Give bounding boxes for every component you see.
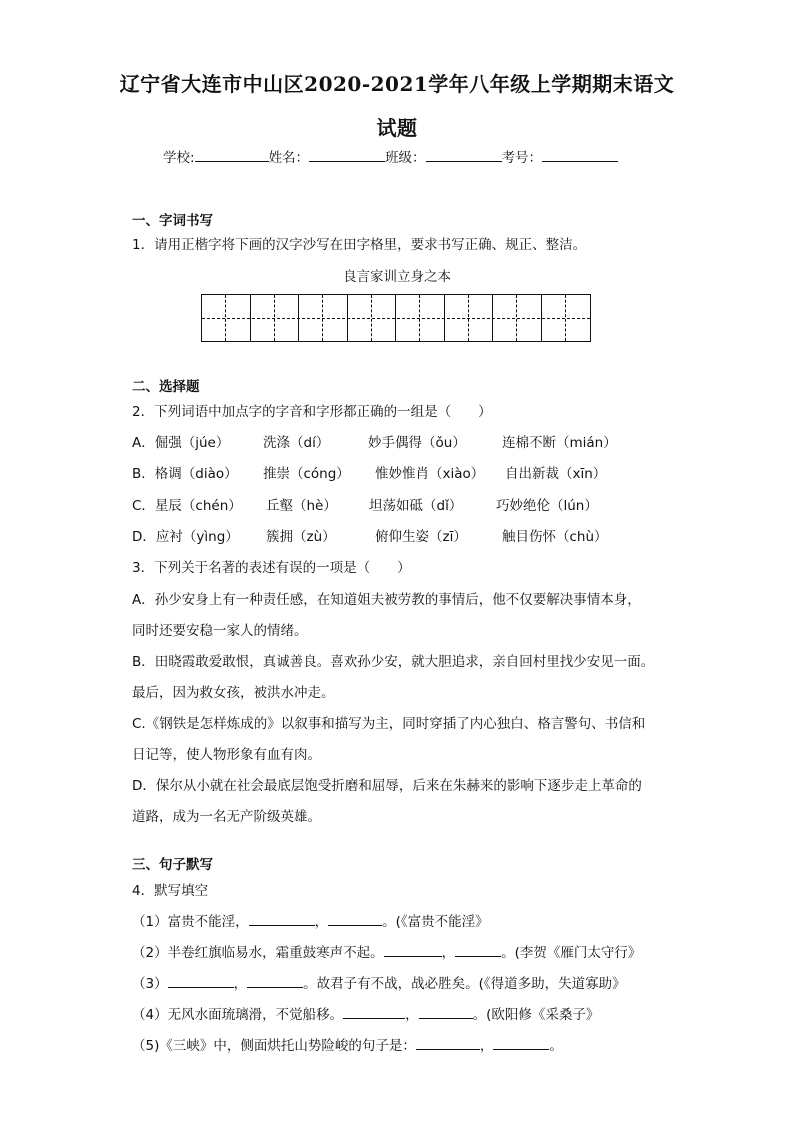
question-3-option-c-line1[interactable]: C.《钢铁是怎样炼成的》以叙事和描写为主，同时穿插了内心独白、格言警句、书信和 (132, 716, 646, 732)
grid-cell (372, 295, 396, 341)
question-4-stem: 4．默写填空 (132, 883, 209, 899)
option-c-1[interactable]: C．星辰（chén） (132, 498, 242, 514)
question-1: 1．请用正楷字将下画的汉字沙写在田字格里，要求书写正确、规正、整洁。 (132, 237, 587, 253)
option-d-4: 触目伤怀（chù） (502, 529, 608, 545)
option-a-3: 妙手偶得（ǒu） (368, 435, 466, 451)
dictation-item-5 (132, 1034, 563, 1054)
dictation-text: （4）无风水面琉璃滑，不觉船移。 (132, 1007, 344, 1023)
option-d-2: 簇拥（zù） (266, 529, 336, 545)
dictation-text: ， (314, 914, 329, 930)
answer-blank[interactable] (493, 1035, 549, 1050)
answer-blank[interactable] (247, 973, 303, 988)
section-heading-1: 一、字词书写 (132, 213, 213, 229)
dictation-text: ， (479, 1038, 494, 1054)
grid-cell (469, 295, 493, 341)
question-3-option-d-line2: 道路，成为一名无产阶级英雄。 (132, 809, 321, 825)
option-c-4: 巧妙绝伦（lún） (496, 498, 598, 514)
answer-blank[interactable] (168, 973, 234, 988)
tianzige-grid[interactable] (201, 294, 591, 342)
option-d-1[interactable]: D．应衬（yìng） (132, 529, 239, 545)
dictation-item-1 (132, 910, 489, 930)
grid-cell (202, 295, 226, 341)
question-3-option-c-line2: 日记等，使人物形象有血有肉。 (132, 747, 321, 763)
option-b-2: 推崇（cóng） (263, 466, 350, 482)
dictation-text: 。 (549, 1038, 563, 1054)
answer-blank[interactable] (343, 1004, 405, 1019)
dictation-text: （2）半卷红旗临易水，霜重鼓寒声不起。 (132, 945, 384, 961)
question-3-option-a-line1[interactable]: A．孙少安身上有一种责任感，在知道姐夫被劳教的事情后，他不仅要解决事情本身， (132, 592, 641, 608)
question-3-option-d-line1[interactable]: D．保尔从小就在社会最底层饱受折磨和屈辱，后来在朱赫来的影响下逐步走上革命的 (132, 778, 642, 794)
document-title-line1: 辽宁省大连市中山区2020-2021学年八年级上学期期末语文 (119, 72, 675, 96)
section-heading-3: 三、句子默写 (132, 857, 213, 873)
question-3-option-a-line2: 同时还要安稳一家人的情绪。 (132, 623, 308, 639)
option-b-3: 惟妙惟肖（xiào） (375, 466, 485, 482)
student-info-row (163, 146, 618, 166)
grid-cell (348, 295, 372, 341)
phrase-to-copy: 良言家训立身之本 (343, 269, 451, 285)
grid-cell (299, 295, 323, 341)
document-title-line2: 试题 (376, 116, 418, 140)
option-a-2: 洗涤（dí） (263, 435, 330, 451)
option-d-3: 俯仰生姿（zī） (375, 529, 467, 545)
option-c-2: 丘壑（hè） (266, 498, 337, 514)
option-b-1[interactable]: B．格调（diào） (132, 466, 238, 482)
answer-blank[interactable] (328, 911, 382, 926)
dictation-source: 。故君子有不战，战必胜矣。(《得道多助，失道寡助》 (303, 976, 626, 992)
dictation-source: 。(欧阳修《采桑子》 (472, 1007, 600, 1023)
grid-cell (493, 295, 517, 341)
question-2-stem: 2．下列词语中加点字的字音和字形都正确的一组是（ ） (132, 404, 492, 420)
dictation-item-4 (132, 1003, 599, 1023)
answer-blank[interactable] (249, 911, 315, 926)
option-c-3: 坦荡如砥（dǐ） (369, 498, 463, 514)
answer-blank[interactable] (419, 1004, 473, 1019)
answer-blank[interactable] (455, 942, 501, 957)
dictation-text: ， (441, 945, 456, 961)
dictation-text: （5)《三峡》中，侧面烘托山势险峻的句子是： (132, 1038, 416, 1054)
option-a-1[interactable]: A．倔强（júe） (132, 435, 230, 451)
dictation-source: 。(李贺《雁门太守行》 (501, 945, 642, 961)
dictation-source: 。(《富贵不能淫》 (382, 914, 489, 930)
grid-cell (396, 295, 420, 341)
grid-cell (517, 295, 541, 341)
grid-cell (420, 295, 444, 341)
section-heading-2: 二、选择题 (132, 379, 200, 395)
dictation-text: （1）富贵不能淫， (132, 914, 249, 930)
answer-blank[interactable] (416, 1035, 480, 1050)
question-3-option-b-line2: 最后，因为救女孩，被洪水冲走。 (132, 685, 335, 701)
name-field[interactable] (309, 147, 385, 162)
dictation-text: ， (233, 976, 248, 992)
class-field[interactable] (426, 147, 502, 162)
grid-cell (542, 295, 566, 341)
dictation-item-2 (132, 941, 641, 961)
question-3-stem: 3．下列关于名著的表述有误的一项是（ ） (132, 560, 411, 576)
answer-blank[interactable] (384, 942, 442, 957)
school-field[interactable] (195, 147, 269, 162)
exam-no-label: 考号： (501, 150, 543, 166)
name-label: 姓名： (268, 150, 310, 166)
question-3-option-b-line1[interactable]: B．田晓霞敢爱敢恨，真诚善良。喜欢孙少安，就大胆追求，亲自回村里找少安见一面。 (132, 654, 655, 670)
grid-cell (226, 295, 250, 341)
grid-cell (275, 295, 299, 341)
grid-cell (445, 295, 469, 341)
dictation-item-3 (132, 972, 626, 992)
option-a-4: 连棉不断（mián） (502, 435, 617, 451)
exam-no-field[interactable] (542, 147, 618, 162)
dictation-text: （3） (132, 976, 168, 992)
option-b-4: 自出新裁（xīn） (505, 466, 607, 482)
class-label: 班级： (385, 150, 426, 166)
grid-cell (566, 295, 590, 341)
dictation-text: ， (405, 1007, 419, 1023)
school-label: 学校: (163, 150, 195, 166)
grid-cell (251, 295, 275, 341)
grid-cell (323, 295, 347, 341)
